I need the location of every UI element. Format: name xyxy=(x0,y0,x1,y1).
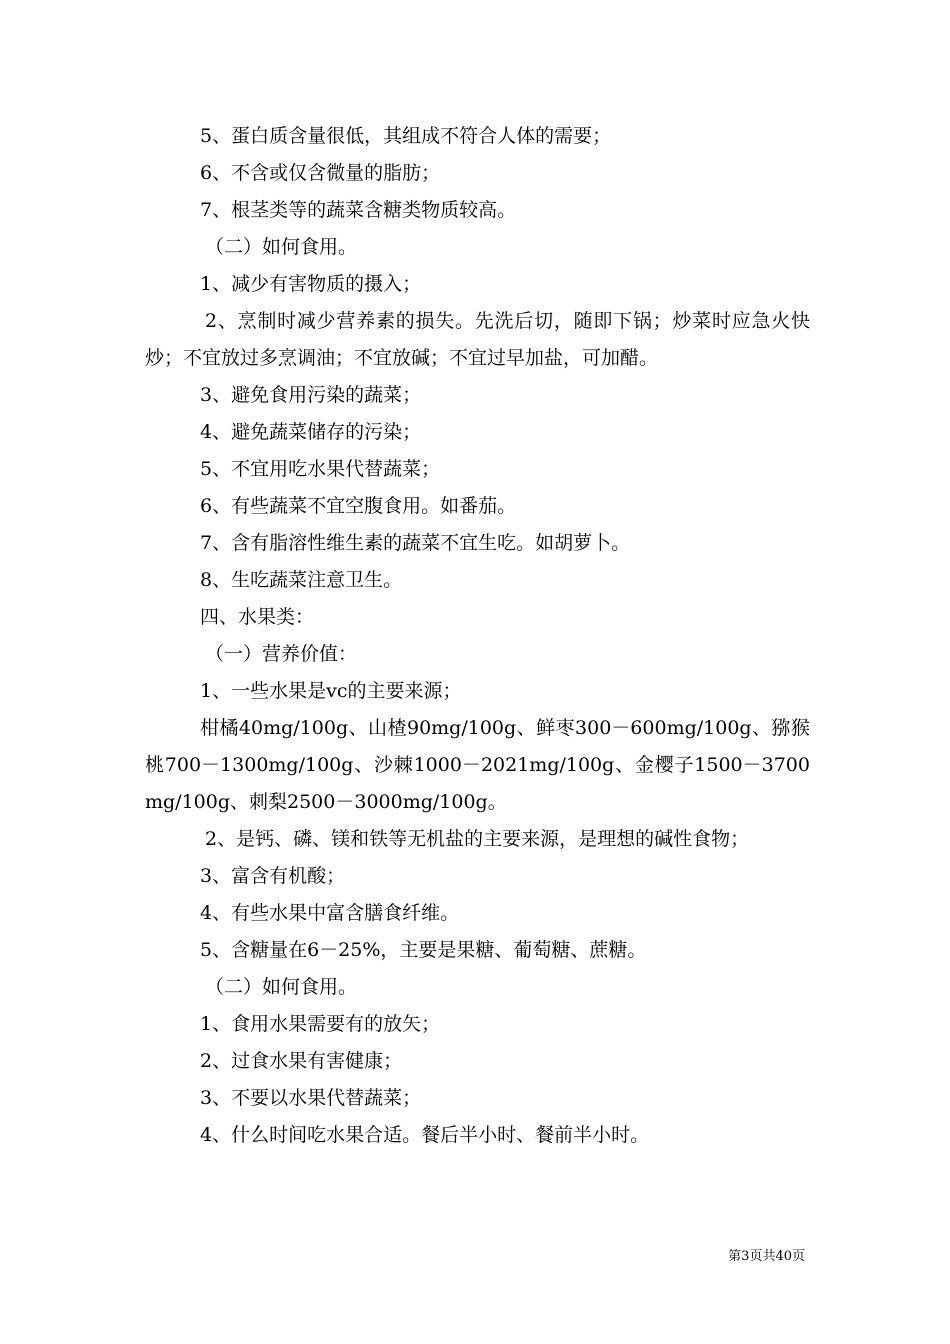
document-body xyxy=(145,118,810,1154)
paragraph: 2、烹制时减少营养素的损失。先洗后切，随即下锅；炒菜时应急火快炒；不宜放过多烹调油；不宜放碱；不宜过早加盐，可加醋。 xyxy=(145,310,810,369)
paragraph: 5、不宜用吃水果代替蔬菜； xyxy=(200,458,441,480)
paragraph: 3、避免食用污染的蔬菜； xyxy=(200,384,422,406)
paragraph: 4、有些水果中富含膳食纤维。 xyxy=(200,902,460,924)
page-number-footer: 第3页共40页 xyxy=(728,1249,805,1264)
section-heading: （二）如何食用。 xyxy=(205,976,358,998)
paragraph: 6、不含或仅含微量的脂肪； xyxy=(200,162,441,184)
paragraph: 7、含有脂溶性维生素的蔬菜不宜生吃。如胡萝卜。 xyxy=(200,532,631,554)
paragraph: 2、是钙、磷、镁和铁等无机盐的主要来源，是理想的碱性食物； xyxy=(205,828,750,850)
section-heading: （二）如何食用。 xyxy=(205,236,358,258)
section-heading: （一）营养价值： xyxy=(205,643,358,665)
paragraph: 3、不要以水果代替蔬菜； xyxy=(200,1087,422,1109)
paragraph: 7、根茎类等的蔬菜含糖类物质较高。 xyxy=(200,199,517,221)
paragraph: 柑橘40mg/100g、山楂90mg/100g、鲜枣300－600mg/100g、猕猴桃700－1300mg/100g、沙棘1000－2021mg/100g、金樱子1500－3700mg/100g、刺梨2500－3000mg/100g。 xyxy=(145,717,810,813)
paragraph: 3、富含有机酸； xyxy=(200,865,346,887)
paragraph: 8、生吃蔬菜注意卫生。 xyxy=(200,569,403,591)
paragraph: 4、避免蔬菜储存的污染； xyxy=(200,421,422,443)
section-heading: 四、水果类： xyxy=(200,606,315,628)
paragraph: 6、有些蔬菜不宜空腹食用。如番茄。 xyxy=(200,495,517,517)
paragraph: 5、蛋白质含量很低，其组成不符合人体的需要； xyxy=(200,125,612,147)
paragraph: 2、过食水果有害健康； xyxy=(200,1050,403,1072)
paragraph: 1、食用水果需要有的放矢； xyxy=(200,1013,441,1035)
paragraph: 1、减少有害物质的摄入； xyxy=(200,273,422,295)
paragraph: 5、含糖量在6－25%，主要是果糖、葡萄糖、蔗糖。 xyxy=(200,939,647,961)
paragraph: 4、什么时间吃水果合适。餐后半小时、餐前半小时。 xyxy=(200,1124,650,1146)
paragraph: 1、一些水果是vc的主要来源； xyxy=(200,680,462,702)
